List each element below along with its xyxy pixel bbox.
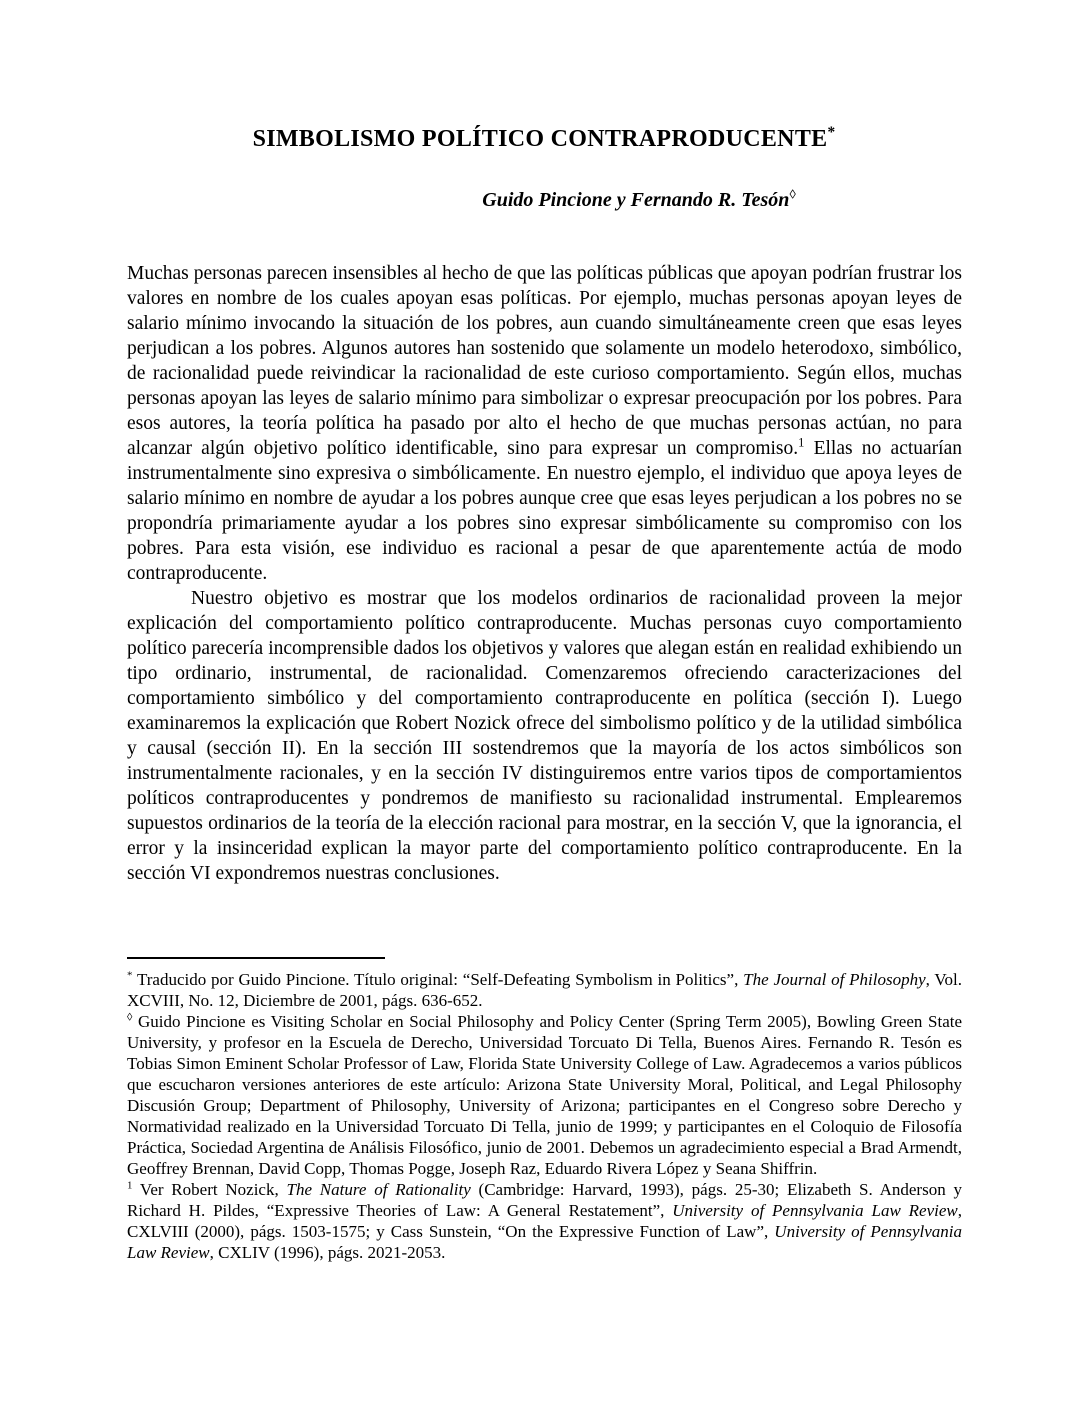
text-run: Guido Pincione es Visiting Scholar en Social Philosophy and Policy Center (Spring Term 2005), Bowling Green State University, y profesor en la Escuela de Derecho, Universidad Torcuato Di Tella, Buenos Aires. Fernando R. Tesón es Tobias Simon Eminent Scholar Professor of Law, Florida State University College of Law. Agradecemos a varios públicos que escucharon versiones anteriores de este artículo: Arizona State University Moral, Political, and Legal Philosophy Discusión Group; Department of Philosophy, University of Arizona; participantes en el Congreso sobre Derecho y Normatividad realizado en la Universidad Torcuato Di Tella, junio de 1999; y participantes en el Coloquio de Filosofía Práctica, Sociedad Argentina de Análisis Filosófico, junio de 2001. Debemos un agradecimiento especial a Brad Armendt, Geoffrey Brennan, David Copp, Thomas Pogge, Joseph Raz, Eduardo Rivera López y Seana Shiffrin.	[127, 1012, 963, 1178]
text-run: University of Pennsylvania Law Review	[672, 1201, 958, 1220]
text-run: Traducido por Guido Pincione. Título original: “Self-Defeating Symbolism in Politics”,	[136, 970, 744, 989]
body-paragraph	[127, 586, 962, 886]
text-run: Ellas no actuarían instrumentalmente sino expresiva o simbólicamente. En nuestro ejemplo, el individuo que apoya leyes de salario mínimo en nombre de ayudar a los pobres aunque cree que esas leyes perjudican a los pobres no se propondría primariamente ayudar a los pobres sino expresar simbólicamente su compromiso con los pobres. Para esta visión, ese individuo es racional a pesar de que aparentemente actúa de modo contraproducente.	[127, 438, 962, 584]
text-run: The Journal of Philosophy	[743, 970, 926, 989]
text-run: (Cambridge: Harvard, 1993), págs. 25-30; Elizabeth S. Anderson y Richard H. Pildes, “Expressive Theories of Law: A General Restatement”,	[127, 1180, 962, 1220]
body-paragraph	[127, 261, 962, 586]
text-run: , Vol. XCVIII, No. 12, Diciembre de 2001, págs. 636-652.	[127, 970, 962, 1010]
footnote-separator	[127, 957, 385, 959]
text-run: , CXLVIII (2000), págs. 1503-1575; y Cass Sunstein, “On the Expressive Function of Law”,	[127, 1201, 962, 1241]
paper-title	[0, 126, 1088, 153]
text-run: Nuestro objetivo es mostrar que los modelos ordinarios de racionalidad proveen la mejor explicación del comportamiento político contraproducente. Muchas personas cuyo comportamiento político parecería incomprensible dados los objetivos y valores que alegan están en realidad exhibiendo un tipo ordinario, instrumental, de racionalidad. Comenzaremos ofreciendo caracterizaciones del comportamiento simbólico y del comportamiento contraproducente en política (sección I). Luego examinaremos la explicación que Robert Nozick ofrece del simbolismo político y de la utilidad simbólica y causal (sección II). En la sección III sostendremos que la mayoría de los actos simbólicos son instrumentalmente racionales, y en la sección IV distinguiremos entre varios tipos de comportamientos políticos contraproducentes y pondremos de manifiesto su racionalidad instrumental. Emplearemos supuestos ordinarios de la teoría de la elección racional para mostrar, en la sección V, que la ignorancia, el error y la insinceridad explican la mayor parte del comportamiento político contraproducente. En la sección VI expondremos nuestras conclusiones.	[127, 588, 962, 884]
footnotes-section	[127, 969, 962, 1263]
footnote-marker: *	[127, 969, 133, 982]
text-run: Muchas personas parecen insensibles al hecho de que las políticas públicas que apoyan podrían frustrar los valores en nombre de los cuales apoyan esas políticas. Por ejemplo, muchas personas apoyan leyes de salario mínimo invocando la situación de los pobres, aun cuando simultáneamente creen que esas leyes perjudican a los pobres. Algunos autores han sostenido que solamente un modelo heterodoxo, simbólico, de racionalidad puede reivindicar la racionalidad de este curioso comportamiento. Según ellos, muchas personas apoyan las leyes de salario mínimo para simbolizar o expresar preocupación por los pobres. Para esos autores, la teoría política ha pasado por alto el hecho de que muchas personas actúan, no para alcanzar algún objetivo político identificable, sino para expresar un compromiso.	[127, 263, 962, 459]
footnote-reference: 1	[798, 435, 805, 450]
byline-footnote-marker: ◊	[789, 187, 796, 202]
text-run: University of Pennsylvania Law Review	[127, 1222, 962, 1262]
footnote-marker: 1	[127, 1179, 133, 1192]
text-run: Ver Robert Nozick,	[139, 1180, 287, 1199]
text-run: The Nature of Rationality	[286, 1180, 471, 1199]
title-footnote-marker: *	[827, 124, 836, 141]
article-body	[127, 261, 962, 886]
footnote	[127, 1179, 962, 1263]
footnote-marker: ◊	[127, 1011, 133, 1024]
text-run: , CXLIV (1996), págs. 2021-2053.	[209, 1243, 446, 1262]
paper-title-text: SIMBOLISMO POLÍTICO CONTRAPRODUCENTE	[252, 126, 828, 152]
authors-byline-text: Guido Pincione y Fernando R. Tesón	[482, 189, 790, 211]
footnote	[127, 1011, 962, 1179]
footnote	[127, 969, 962, 1011]
authors-byline	[95, 189, 1088, 212]
